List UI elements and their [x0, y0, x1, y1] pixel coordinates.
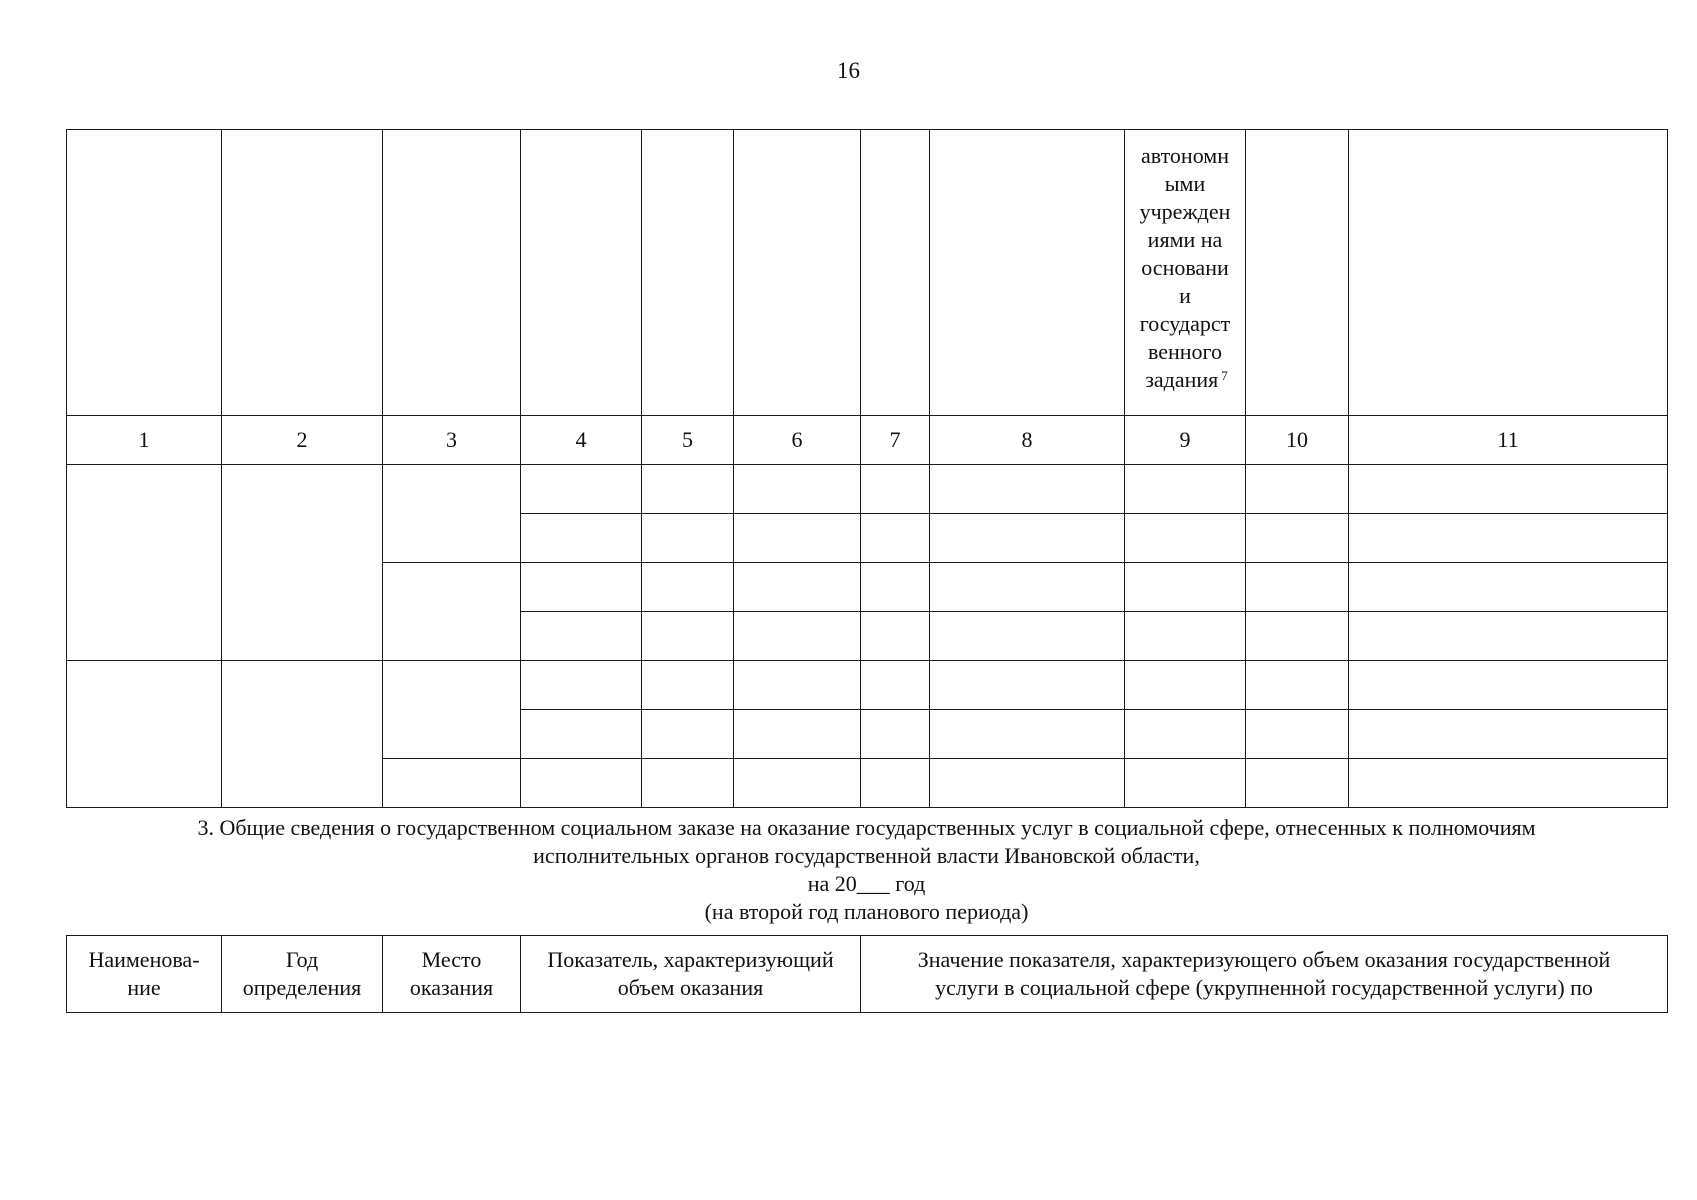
table-cell [383, 465, 521, 563]
table-cell [930, 514, 1125, 563]
table-cell [1246, 514, 1349, 563]
header-line: услуги в социальной сфере (укрупненной государственной услуги) по [935, 975, 1593, 1000]
header-cell [861, 130, 930, 416]
table-cell [642, 465, 734, 514]
header-year [222, 936, 383, 1013]
table-cell [1125, 563, 1246, 612]
table-cell [861, 710, 930, 759]
table-header-row [67, 130, 1668, 416]
header-line: Место [421, 947, 482, 972]
table-cell [642, 759, 734, 808]
header-cell [67, 130, 222, 416]
table-cell [930, 465, 1125, 514]
header-indicator [521, 936, 861, 1013]
lower-table [66, 935, 1668, 1013]
table-cell [642, 612, 734, 661]
table-cell [734, 661, 861, 710]
table-cell [521, 563, 642, 612]
header-cell-9 [1125, 130, 1246, 416]
table-cell [1246, 563, 1349, 612]
header-cell [1246, 130, 1349, 416]
table-cell [930, 612, 1125, 661]
table-cell [1246, 759, 1349, 808]
column-number: 3 [383, 416, 521, 465]
header-place [383, 936, 521, 1013]
table-cell [734, 710, 861, 759]
table-cell [930, 710, 1125, 759]
table-cell [861, 514, 930, 563]
header-line: Показатель, характеризующий [547, 947, 834, 972]
column-number: 6 [734, 416, 861, 465]
upper-table [66, 129, 1668, 808]
header-line: иями на [1147, 227, 1223, 252]
header-cell [1349, 130, 1668, 416]
table-cell [1246, 465, 1349, 514]
table-cell [222, 661, 383, 808]
header-line: Год [285, 947, 319, 972]
table-cell [383, 563, 521, 661]
table-cell [1349, 563, 1668, 612]
header-line [1130, 366, 1240, 394]
table-cell [1246, 612, 1349, 661]
table-cell [67, 465, 222, 661]
header-name [67, 936, 222, 1013]
header-line: венного [1147, 339, 1223, 364]
column-number: 4 [521, 416, 642, 465]
table-cell [642, 514, 734, 563]
column-number: 10 [1246, 416, 1349, 465]
header-line: автономн [1141, 143, 1229, 168]
header-line: Значение показателя, характеризующего объем оказания государственной [917, 947, 1611, 972]
header-line: и [1179, 283, 1191, 308]
header-line: Наименова- [88, 947, 200, 972]
table-cell [861, 465, 930, 514]
table-row [67, 465, 1668, 514]
table-cell [521, 514, 642, 563]
section-title [66, 814, 1667, 926]
header-cell [521, 130, 642, 416]
table-cell [1125, 612, 1246, 661]
table-cell [861, 612, 930, 661]
column-number: 11 [1349, 416, 1668, 465]
table-cell [734, 563, 861, 612]
header-cell-9-text [1130, 142, 1240, 394]
column-number-row [67, 416, 1668, 465]
table-cell [521, 661, 642, 710]
header-line: ыми [1164, 171, 1206, 196]
table-cell [383, 661, 521, 759]
table-cell [1125, 759, 1246, 808]
table-cell [1349, 710, 1668, 759]
table-cell [1349, 661, 1668, 710]
column-number: 7 [861, 416, 930, 465]
column-number: 8 [930, 416, 1125, 465]
table-cell [521, 759, 642, 808]
section-period-line: (на второй год планового периода) [704, 899, 1029, 924]
table-cell [861, 759, 930, 808]
table-cell [521, 710, 642, 759]
footnote-marker: 7 [1221, 368, 1228, 383]
table-cell [734, 465, 861, 514]
table-cell [930, 759, 1125, 808]
table-cell [1125, 661, 1246, 710]
column-number: 9 [1125, 416, 1246, 465]
header-cell [734, 130, 861, 416]
table-cell [1125, 710, 1246, 759]
table-cell [734, 612, 861, 661]
table-cell [1349, 514, 1668, 563]
header-indicator-value [861, 936, 1668, 1013]
header-line: учрежден [1139, 199, 1231, 224]
table-cell [642, 710, 734, 759]
table-cell [521, 612, 642, 661]
header-line: определения [242, 975, 362, 1000]
table-cell [930, 563, 1125, 612]
table-cell [521, 465, 642, 514]
header-line: основани [1141, 255, 1229, 280]
table-cell [861, 563, 930, 612]
table-cell [1125, 514, 1246, 563]
table-cell [222, 465, 383, 661]
header-cell [930, 130, 1125, 416]
header-cell [642, 130, 734, 416]
header-line: государст [1139, 311, 1231, 336]
table-row [67, 661, 1668, 710]
table-cell [734, 759, 861, 808]
header-cell [383, 130, 521, 416]
table-cell [1246, 661, 1349, 710]
table-cell [1125, 465, 1246, 514]
column-number: 5 [642, 416, 734, 465]
table-cell [1349, 759, 1668, 808]
section-title-line: исполнительных органов государственной власти Ивановской области, [533, 843, 1200, 868]
column-number: 2 [222, 416, 383, 465]
table-cell [67, 661, 222, 808]
column-number: 1 [67, 416, 222, 465]
header-line: оказания [409, 975, 494, 1000]
table-cell [1246, 710, 1349, 759]
table-cell [734, 514, 861, 563]
header-line: объем оказания [617, 975, 764, 1000]
table-cell [861, 661, 930, 710]
section-title-line: 3. Общие сведения о государственном социальном заказе на оказание государственных услуг в социальной сфере, отнесенных к полномочиям [197, 815, 1536, 840]
header-cell [222, 130, 383, 416]
lower-table-header-row [67, 936, 1668, 1013]
table-cell [642, 661, 734, 710]
section-year-line: на 20___ год [807, 871, 926, 896]
table-cell [1349, 465, 1668, 514]
header-line: ние [127, 975, 161, 1000]
table-cell [1349, 612, 1668, 661]
table-cell [383, 759, 521, 808]
table-cell [642, 563, 734, 612]
page-number: 16 [837, 58, 860, 83]
header-line-text: задания [1145, 367, 1219, 392]
table-cell [930, 661, 1125, 710]
